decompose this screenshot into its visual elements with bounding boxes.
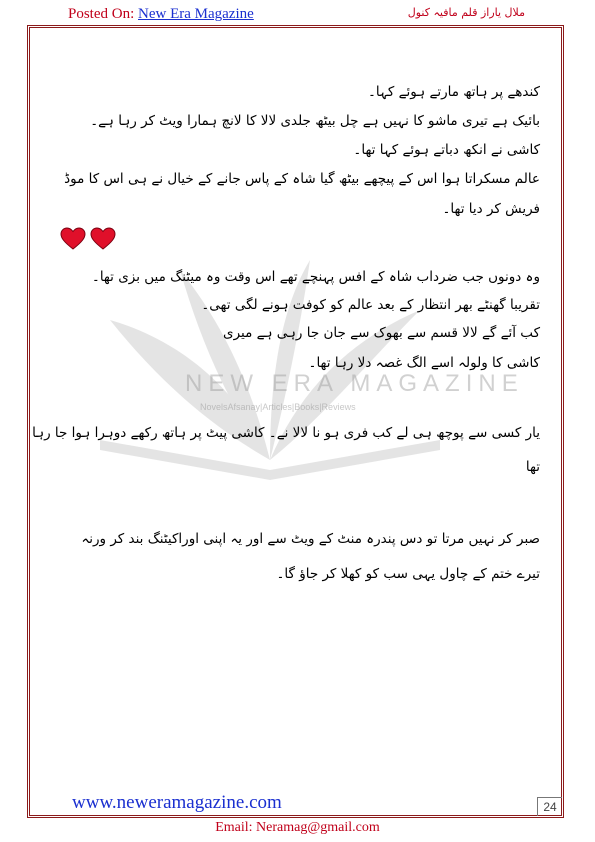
heart-icon bbox=[90, 227, 116, 251]
text-line: تیرے ختم کے چاول یہی سب کو کھلا کر جاؤ گا۔ bbox=[276, 566, 540, 582]
website-link[interactable]: www.neweramagazine.com bbox=[72, 792, 282, 813]
text-line: بائیک ہے تیری ماشو کا نہیں ہے چل بیٹھ جلدی لالا کا لانچ ہمارا ویٹ کر رہا ہے۔ bbox=[90, 113, 540, 129]
text-line: کندھے پر ہاتھ مارتے ہوئے کہا۔ bbox=[367, 84, 540, 100]
watermark-subtitle: NovelsAfsanay|Articles|Books|Reviews bbox=[200, 402, 356, 412]
heart-icon bbox=[60, 227, 86, 251]
magazine-link[interactable]: New Era Magazine bbox=[138, 6, 254, 22]
hearts-divider bbox=[60, 227, 540, 255]
posted-prefix: Posted On: bbox=[68, 6, 135, 22]
text-line: وہ دونوں جب ضرداب شاہ کے افس پہنچے تھے اس وقت وہ میٹنگ میں بزی تھا۔ bbox=[91, 269, 540, 285]
page-header bbox=[0, 0, 595, 28]
text-line: کاشی نے انکھ دباتے ہوئے کہا تھا۔ bbox=[353, 142, 540, 158]
page-number: 24 bbox=[537, 797, 562, 816]
text-line: یار کسی سے پوچھ ہی لے کب فری ہو نا لالا نے۔ کاشی پیٹ پر ہاتھ رکھے دوہرا ہوا جا رہا bbox=[32, 425, 540, 441]
text-line: فریش کر دیا تھا۔ bbox=[442, 201, 540, 217]
author-line: ملال یاراز قلم مافیہ کنول bbox=[407, 6, 525, 19]
text-line: عالم مسکراتا ہوا اس کے پیچھے بیٹھ گیا شاہ کے پاس جانے کے خیال نے ہی اس کا موڈ bbox=[64, 171, 540, 187]
story-text bbox=[32, 82, 540, 584]
text-line: کب آئے گے لالا قسم سے بھوک سے جان جا رہی ہے میری bbox=[223, 325, 540, 341]
contact-email: Email: Neramag@gmail.com bbox=[215, 820, 380, 835]
text-line: صبر کر نہیں مرتا تو دس پندرہ منٹ کے ویٹ سے اور یہ اپنی اوراکیٹنگ بند کر ورنہ bbox=[81, 531, 540, 547]
text-line: تقریبا گھنٹے بھر انتظار کے بعد عالم کو کوفت ہونے لگی تھی۔ bbox=[201, 297, 540, 313]
text-line: کاشی کا ولولہ اسے الگ غصہ دلا رہا تھا۔ bbox=[308, 355, 540, 371]
watermark-brand: NEW ERA MAGAZINE bbox=[185, 370, 524, 397]
posted-on-line bbox=[68, 6, 254, 23]
text-line: تھا bbox=[525, 459, 540, 475]
